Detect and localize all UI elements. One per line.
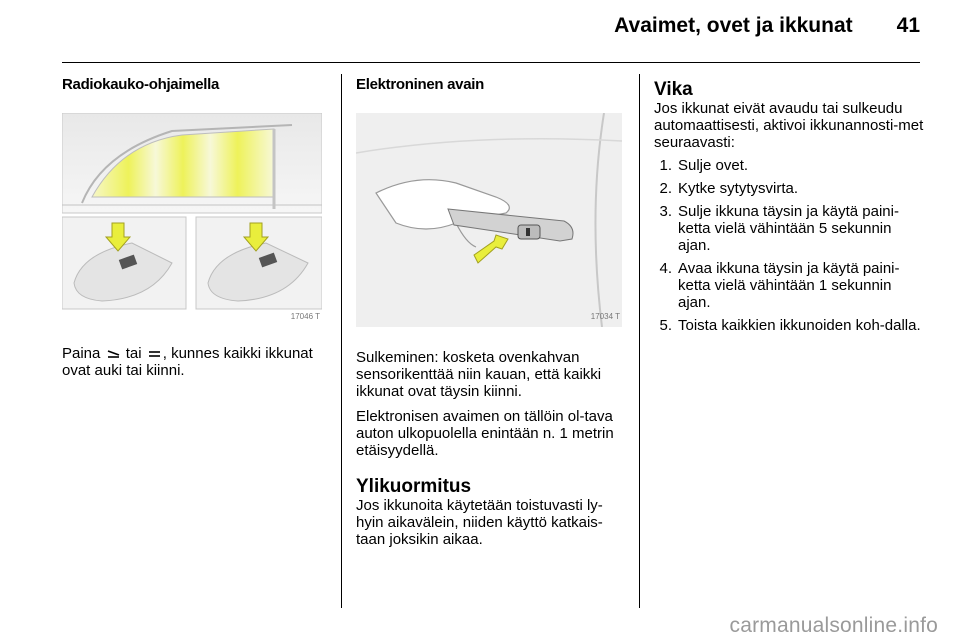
section-title-fault: Vika <box>654 79 693 100</box>
list-item: 3. Sulje ikkuna täysin ja käytä paini-ketta vielä vähintään 5 sekunnin ajan. <box>659 203 899 254</box>
section-title-electronic-key: Elektroninen avain <box>356 76 484 93</box>
column-remote-control <box>62 76 330 379</box>
paragraph-fault-intro: Jos ikkunat eivät avaudu tai sulkeudu automaattisesti, aktivoi ikkunannosti-met seuraavasti: <box>654 100 924 151</box>
paragraph-locking: Sulkeminen: kosketa ovenkahvan sensorikenttää niin kauan, että kaikki ikkunat ovat täysin kiinni. <box>356 349 602 400</box>
list-item: 1. Sulje ovet. <box>659 157 749 174</box>
figure-code: 17034 T <box>590 312 620 321</box>
header-rule <box>62 62 920 63</box>
door-handle-illustration <box>356 113 622 327</box>
column-divider <box>639 74 640 608</box>
list-item: 4. Avaa ikkuna täysin ja käytä paini-ketta vielä vähintään 1 sekunnin ajan. <box>659 260 900 311</box>
figure-door-handle <box>356 113 622 327</box>
column-divider <box>341 74 342 608</box>
paragraph-overload: Jos ikkunoita käytetään toistuvasti ly-hyin aikavälein, niiden käyttö katkais-taan joksikin aikaa. <box>356 497 603 548</box>
page-header <box>614 14 920 54</box>
figure-code: 17046 T <box>290 312 320 321</box>
column-electronic-key <box>356 76 624 548</box>
fault-steps-list <box>654 157 924 334</box>
window-close-icon <box>148 350 161 358</box>
column-fault <box>654 80 924 334</box>
remote-instruction: Paina tai , kunnes kaikki ikkunat ovat auki tai kiinni. <box>62 345 313 379</box>
list-item: 5. Toista kaikkien ikkunoiden koh-dalla. <box>659 317 921 334</box>
page-number: 41 <box>896 14 920 37</box>
section-title-remote: Radiokauko-ohjaimella <box>62 76 220 93</box>
remote-window-illustration <box>62 113 322 327</box>
list-item: 2. Kytke sytytysvirta. <box>659 180 799 197</box>
section-title-overload: Ylikuormitus <box>356 476 472 497</box>
window-open-icon <box>107 350 120 358</box>
paragraph-key-distance: Elektronisen avaimen on tällöin ol-tava auton ulkopuolella enintään n. 1 metrin etäisyydellä. <box>356 408 614 459</box>
figure-remote-window <box>62 113 322 327</box>
page-title: Avaimet, ovet ja ikkunat <box>614 14 853 37</box>
watermark: carmanualsonline.info <box>729 614 938 637</box>
